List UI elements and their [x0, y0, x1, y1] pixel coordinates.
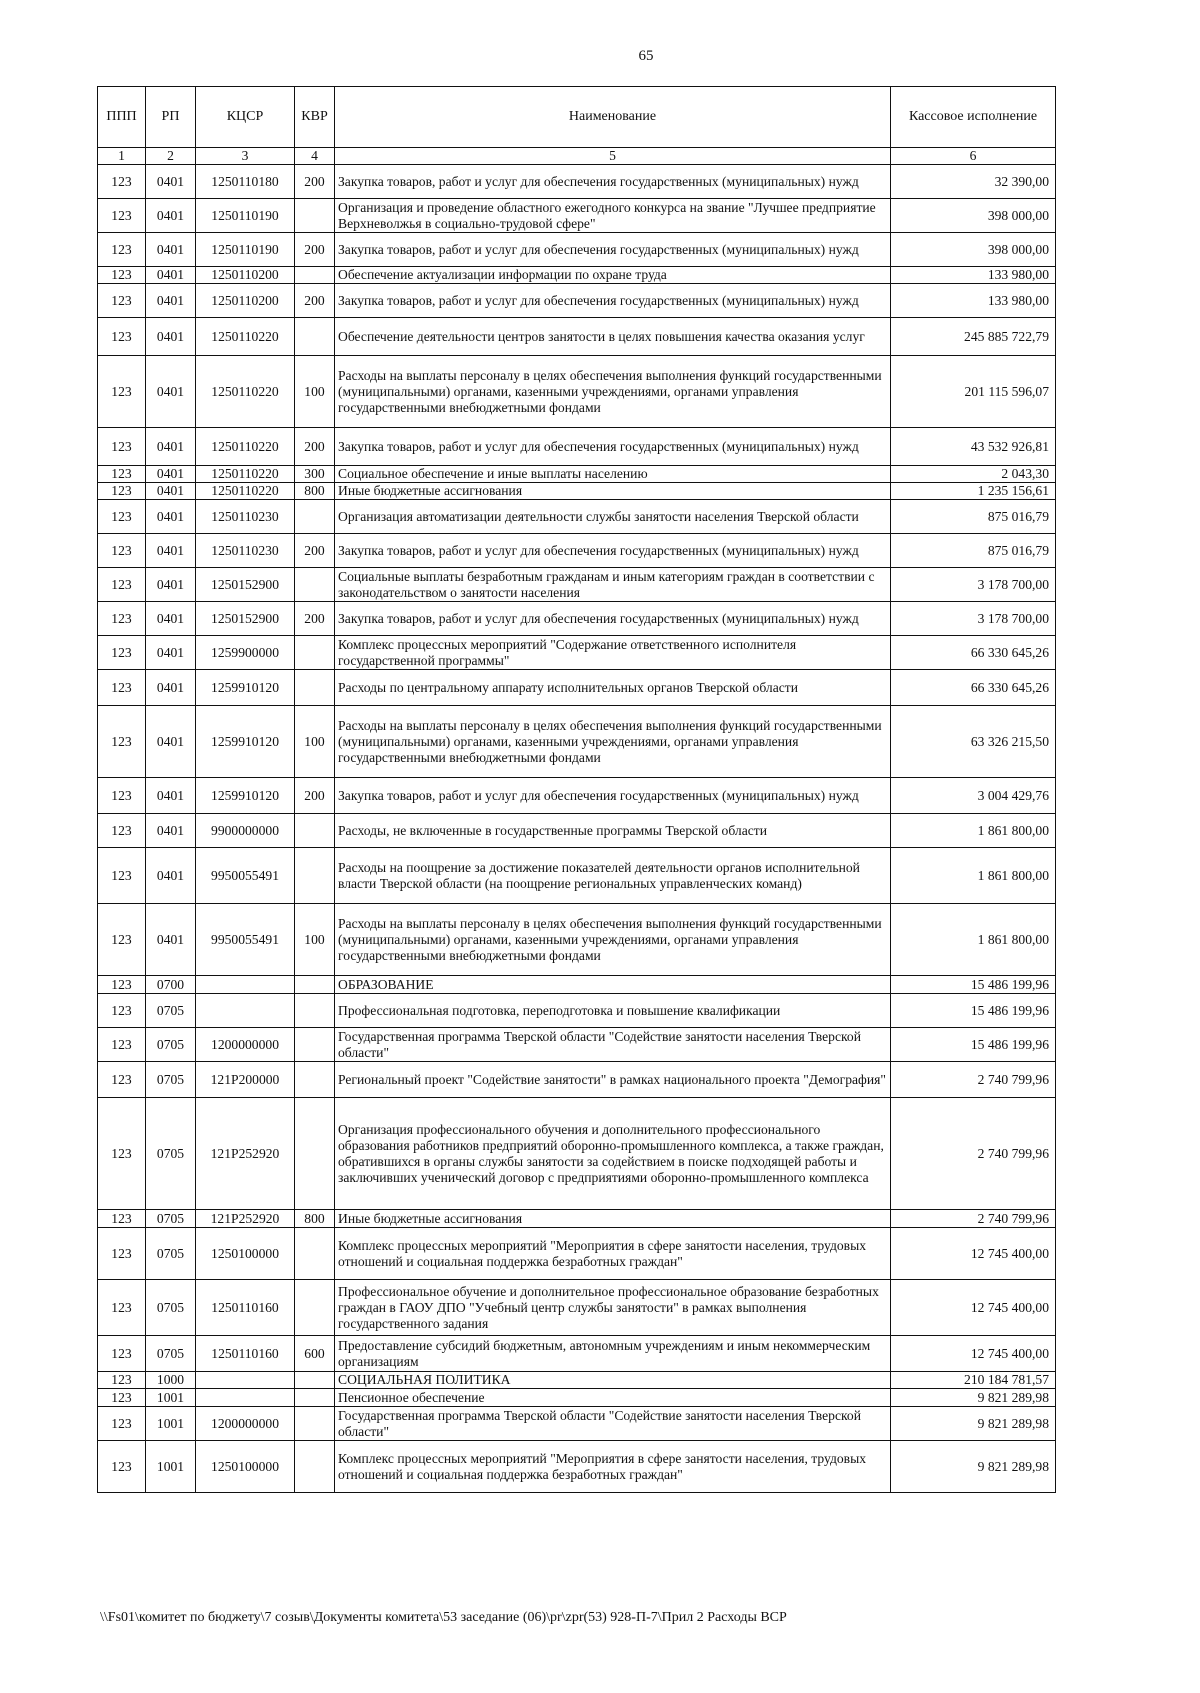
- cell-kcsr: 1250110220: [196, 483, 295, 500]
- cell-ppp: 123: [98, 500, 146, 534]
- cell-name: Расходы на выплаты персоналу в целях обеспечения выполнения функций государственными (муниципальными) органами, казенными учреждениями, органами управления государственными внебюджетными фондами: [335, 706, 891, 778]
- cell-name: Расходы по центральному аппарату исполнительных органов Тверской области: [335, 670, 891, 706]
- table-row: [98, 466, 1056, 483]
- cell-rp: 0705: [146, 1028, 196, 1062]
- cell-rp: 0401: [146, 670, 196, 706]
- cell-kcsr: 1259900000: [196, 636, 295, 670]
- cell-ppp: 123: [98, 356, 146, 428]
- cell-amount: 2 740 799,96: [891, 1062, 1056, 1098]
- cell-rp: 0401: [146, 199, 196, 233]
- cell-amount: 9 821 289,98: [891, 1441, 1056, 1493]
- cell-amount: 1 861 800,00: [891, 904, 1056, 976]
- table-row: [98, 994, 1056, 1028]
- cell-amount: 66 330 645,26: [891, 636, 1056, 670]
- header-rp: РП: [146, 87, 196, 148]
- table-row: [98, 356, 1056, 428]
- cell-amount: 66 330 645,26: [891, 670, 1056, 706]
- cell-amount: 3 178 700,00: [891, 568, 1056, 602]
- cell-rp: 1001: [146, 1441, 196, 1493]
- cell-amount: 201 115 596,07: [891, 356, 1056, 428]
- cell-amount: 2 740 799,96: [891, 1210, 1056, 1228]
- header-ppp: ППП: [98, 87, 146, 148]
- cell-name: Региональный проект "Содействие занятости" в рамках национального проекта "Демография": [335, 1062, 891, 1098]
- cell-ppp: 123: [98, 848, 146, 904]
- cell-kcsr: [196, 1389, 295, 1407]
- cell-rp: 0401: [146, 284, 196, 318]
- cell-kvr: [295, 318, 335, 356]
- header-kcsr: КЦСР: [196, 87, 295, 148]
- cell-kvr: [295, 1228, 335, 1280]
- table-row: [98, 904, 1056, 976]
- cell-amount: 15 486 199,96: [891, 976, 1056, 994]
- column-number: 3: [196, 148, 295, 165]
- cell-amount: 398 000,00: [891, 233, 1056, 267]
- cell-ppp: 123: [98, 1098, 146, 1210]
- cell-kvr: 100: [295, 706, 335, 778]
- cell-kcsr: 1250100000: [196, 1228, 295, 1280]
- cell-ppp: 123: [98, 778, 146, 814]
- cell-kvr: [295, 1280, 335, 1336]
- cell-name: Закупка товаров, работ и услуг для обеспечения государственных (муниципальных) нужд: [335, 165, 891, 199]
- cell-rp: 0401: [146, 356, 196, 428]
- cell-kcsr: 1250110230: [196, 500, 295, 534]
- cell-kcsr: 1250110220: [196, 356, 295, 428]
- cell-name: Комплекс процессных мероприятий "Мероприятия в сфере занятости населения, трудовых отношений и социальная поддержка безработных граждан": [335, 1441, 891, 1493]
- cell-amount: 875 016,79: [891, 500, 1056, 534]
- cell-amount: 1 861 800,00: [891, 814, 1056, 848]
- cell-kvr: [295, 848, 335, 904]
- table-row: [98, 848, 1056, 904]
- cell-kcsr: 1250110200: [196, 267, 295, 284]
- cell-amount: 12 745 400,00: [891, 1280, 1056, 1336]
- file-path-footer: \\Fs01\комитет по бюджету\7 созыв\Документы комитета\53 заседание (06)\pr\zpr(53) 928-П-7\Прил 2 Расходы ВСР: [100, 1610, 787, 1625]
- cell-rp: 0401: [146, 904, 196, 976]
- header-kvr: КВР: [295, 87, 335, 148]
- table-row: [98, 1407, 1056, 1441]
- cell-kvr: [295, 568, 335, 602]
- cell-amount: 15 486 199,96: [891, 1028, 1056, 1062]
- table-row: [98, 500, 1056, 534]
- cell-amount: 133 980,00: [891, 267, 1056, 284]
- cell-kcsr: 1250110200: [196, 284, 295, 318]
- cell-ppp: 123: [98, 165, 146, 199]
- cell-ppp: 123: [98, 534, 146, 568]
- cell-kvr: [295, 814, 335, 848]
- cell-ppp: 123: [98, 1228, 146, 1280]
- cell-rp: 0401: [146, 500, 196, 534]
- cell-ppp: 123: [98, 233, 146, 267]
- cell-kvr: [295, 1062, 335, 1098]
- cell-kcsr: 9950055491: [196, 904, 295, 976]
- cell-amount: 133 980,00: [891, 284, 1056, 318]
- table-row: [98, 706, 1056, 778]
- cell-kvr: [295, 1098, 335, 1210]
- cell-rp: 0401: [146, 848, 196, 904]
- page-number: 65: [638, 48, 654, 64]
- cell-amount: 2 740 799,96: [891, 1098, 1056, 1210]
- cell-amount: 3 178 700,00: [891, 602, 1056, 636]
- cell-ppp: 123: [98, 1210, 146, 1228]
- cell-ppp: 123: [98, 636, 146, 670]
- cell-name: Пенсионное обеспечение: [335, 1389, 891, 1407]
- cell-ppp: 123: [98, 904, 146, 976]
- cell-name: Иные бюджетные ассигнования: [335, 483, 891, 500]
- table-row: [98, 778, 1056, 814]
- cell-rp: 0401: [146, 483, 196, 500]
- cell-rp: 0401: [146, 318, 196, 356]
- table-body: [98, 165, 1056, 1493]
- cell-ppp: 123: [98, 1062, 146, 1098]
- cell-amount: 210 184 781,57: [891, 1372, 1056, 1389]
- cell-ppp: 123: [98, 568, 146, 602]
- cell-kvr: 100: [295, 356, 335, 428]
- cell-amount: 1 861 800,00: [891, 848, 1056, 904]
- cell-ppp: 123: [98, 428, 146, 466]
- cell-name: Организация и проведение областного ежегодного конкурса на звание "Лучшее предприятие Верхневолжья в социально-трудовой сфере": [335, 199, 891, 233]
- cell-kvr: [295, 1372, 335, 1389]
- column-number: 5: [335, 148, 891, 165]
- cell-name: Закупка товаров, работ и услуг для обеспечения государственных (муниципальных) нужд: [335, 778, 891, 814]
- cell-kvr: 800: [295, 1210, 335, 1228]
- cell-name: Расходы на поощрение за достижение показателей деятельности органов исполнительной власти Тверской области (на поощрение региональных управленческих команд): [335, 848, 891, 904]
- cell-kcsr: 1250152900: [196, 568, 295, 602]
- cell-kvr: 200: [295, 233, 335, 267]
- cell-kcsr: 1250110220: [196, 318, 295, 356]
- cell-kcsr: 1250110160: [196, 1280, 295, 1336]
- cell-ppp: 123: [98, 1389, 146, 1407]
- cell-kvr: 300: [295, 466, 335, 483]
- cell-ppp: 123: [98, 483, 146, 500]
- cell-ppp: 123: [98, 1028, 146, 1062]
- cell-name: Предоставление субсидий бюджетным, автономным учреждениям и иным некоммерческим организациям: [335, 1336, 891, 1372]
- cell-kvr: [295, 994, 335, 1028]
- cell-name: Обеспечение актуализации информации по охране труда: [335, 267, 891, 284]
- cell-name: Расходы на выплаты персоналу в целях обеспечения выполнения функций государственными (муниципальными) органами, казенными учреждениями, органами управления государственными внебюджетными фондами: [335, 356, 891, 428]
- cell-kvr: 800: [295, 483, 335, 500]
- cell-ppp: 123: [98, 1336, 146, 1372]
- header-row: [98, 87, 1056, 148]
- column-number: 4: [295, 148, 335, 165]
- table-row: [98, 1062, 1056, 1098]
- cell-ppp: 123: [98, 466, 146, 483]
- cell-kcsr: 1250110220: [196, 428, 295, 466]
- cell-name: Социальные выплаты безработным гражданам и иным категориям граждан в соответствии с законодательством о занятости населения: [335, 568, 891, 602]
- cell-ppp: 123: [98, 602, 146, 636]
- cell-kcsr: 1250110190: [196, 199, 295, 233]
- cell-ppp: 123: [98, 976, 146, 994]
- cell-kvr: [295, 976, 335, 994]
- cell-kcsr: 1250110160: [196, 1336, 295, 1372]
- cell-rp: 0705: [146, 1062, 196, 1098]
- cell-rp: 0401: [146, 165, 196, 199]
- table-row: [98, 1228, 1056, 1280]
- table-row: [98, 1210, 1056, 1228]
- cell-ppp: 123: [98, 814, 146, 848]
- cell-ppp: 123: [98, 318, 146, 356]
- cell-rp: 0705: [146, 1336, 196, 1372]
- cell-kcsr: [196, 1372, 295, 1389]
- cell-rp: 1000: [146, 1372, 196, 1389]
- table-row: [98, 1028, 1056, 1062]
- cell-rp: 0705: [146, 1280, 196, 1336]
- cell-ppp: 123: [98, 267, 146, 284]
- cell-name: Государственная программа Тверской области "Содействие занятости населения Тверской области": [335, 1028, 891, 1062]
- cell-kcsr: [196, 976, 295, 994]
- cell-amount: 9 821 289,98: [891, 1389, 1056, 1407]
- cell-kcsr: 121P200000: [196, 1062, 295, 1098]
- cell-ppp: 123: [98, 1407, 146, 1441]
- cell-amount: 875 016,79: [891, 534, 1056, 568]
- table-row: [98, 483, 1056, 500]
- cell-rp: 1001: [146, 1407, 196, 1441]
- table-row: [98, 976, 1056, 994]
- cell-rp: 0401: [146, 778, 196, 814]
- cell-kvr: 200: [295, 778, 335, 814]
- cell-amount: 398 000,00: [891, 199, 1056, 233]
- cell-name: Закупка товаров, работ и услуг для обеспечения государственных (муниципальных) нужд: [335, 428, 891, 466]
- cell-kvr: [295, 500, 335, 534]
- cell-amount: 63 326 215,50: [891, 706, 1056, 778]
- cell-name: Профессиональное обучение и дополнительное профессиональное образование безработных граждан в ГАОУ ДПО "Учебный центр службы занятости" в рамках выполнения государственного задания: [335, 1280, 891, 1336]
- cell-rp: 0705: [146, 994, 196, 1028]
- cell-rp: 0401: [146, 428, 196, 466]
- cell-kcsr: 1250110230: [196, 534, 295, 568]
- cell-kvr: [295, 267, 335, 284]
- cell-ppp: 123: [98, 199, 146, 233]
- cell-rp: 0401: [146, 466, 196, 483]
- cell-ppp: 123: [98, 1280, 146, 1336]
- cell-kcsr: [196, 994, 295, 1028]
- cell-kvr: 200: [295, 602, 335, 636]
- table-row: [98, 1280, 1056, 1336]
- header-name: Наименование: [335, 87, 891, 148]
- table-row: [98, 814, 1056, 848]
- table-row: [98, 568, 1056, 602]
- cell-kvr: [295, 1407, 335, 1441]
- cell-kvr: [295, 199, 335, 233]
- cell-name: Организация автоматизации деятельности службы занятости населения Тверской области: [335, 500, 891, 534]
- cell-amount: 32 390,00: [891, 165, 1056, 199]
- column-number: 1: [98, 148, 146, 165]
- cell-amount: 15 486 199,96: [891, 994, 1056, 1028]
- cell-kcsr: 121P252920: [196, 1210, 295, 1228]
- cell-kvr: 200: [295, 284, 335, 318]
- cell-name: Государственная программа Тверской области "Содействие занятости населения Тверской области": [335, 1407, 891, 1441]
- cell-kcsr: 1259910120: [196, 778, 295, 814]
- cell-name: СОЦИАЛЬНАЯ ПОЛИТИКА: [335, 1372, 891, 1389]
- cell-kvr: 200: [295, 165, 335, 199]
- table-row: [98, 636, 1056, 670]
- table-row: [98, 199, 1056, 233]
- cell-kcsr: 1250100000: [196, 1441, 295, 1493]
- table-row: [98, 602, 1056, 636]
- cell-amount: 245 885 722,79: [891, 318, 1056, 356]
- cell-ppp: 123: [98, 706, 146, 778]
- cell-kcsr: 1250110220: [196, 466, 295, 483]
- cell-kvr: 200: [295, 534, 335, 568]
- table-row: [98, 165, 1056, 199]
- cell-rp: 0401: [146, 534, 196, 568]
- table-row: [98, 1098, 1056, 1210]
- cell-kcsr: 1200000000: [196, 1407, 295, 1441]
- cell-name: Комплекс процессных мероприятий "Содержание ответственного исполнителя государственной программы": [335, 636, 891, 670]
- cell-rp: 0401: [146, 602, 196, 636]
- cell-kcsr: 1250152900: [196, 602, 295, 636]
- cell-name: Закупка товаров, работ и услуг для обеспечения государственных (муниципальных) нужд: [335, 284, 891, 318]
- cell-amount: 12 745 400,00: [891, 1336, 1056, 1372]
- column-number-row: [98, 148, 1056, 165]
- cell-kvr: 100: [295, 904, 335, 976]
- cell-name: Расходы, не включенные в государственные программы Тверской области: [335, 814, 891, 848]
- cell-amount: 1 235 156,61: [891, 483, 1056, 500]
- cell-rp: 0401: [146, 636, 196, 670]
- cell-ppp: 123: [98, 1372, 146, 1389]
- cell-kcsr: 1250110190: [196, 233, 295, 267]
- cell-amount: 43 532 926,81: [891, 428, 1056, 466]
- cell-kcsr: 9950055491: [196, 848, 295, 904]
- cell-kcsr: 9900000000: [196, 814, 295, 848]
- cell-name: ОБРАЗОВАНИЕ: [335, 976, 891, 994]
- cell-name: Закупка товаров, работ и услуг для обеспечения государственных (муниципальных) нужд: [335, 233, 891, 267]
- cell-name: Закупка товаров, работ и услуг для обеспечения государственных (муниципальных) нужд: [335, 534, 891, 568]
- cell-name: Обеспечение деятельности центров занятости в целях повышения качества оказания услуг: [335, 318, 891, 356]
- cell-rp: 0705: [146, 1098, 196, 1210]
- cell-rp: 0705: [146, 1228, 196, 1280]
- cell-name: Комплекс процессных мероприятий "Мероприятия в сфере занятости населения, трудовых отношений и социальная поддержка безработных граждан": [335, 1228, 891, 1280]
- table-row: [98, 1441, 1056, 1493]
- cell-kvr: 200: [295, 428, 335, 466]
- column-number: 2: [146, 148, 196, 165]
- table-row: [98, 534, 1056, 568]
- cell-amount: 12 745 400,00: [891, 1228, 1056, 1280]
- table-row: [98, 267, 1056, 284]
- table-row: [98, 428, 1056, 466]
- table-row: [98, 1389, 1056, 1407]
- cell-rp: 0401: [146, 267, 196, 284]
- cell-kvr: [295, 1028, 335, 1062]
- expenditure-table: [97, 86, 1056, 1493]
- column-number: 6: [891, 148, 1056, 165]
- cell-ppp: 123: [98, 284, 146, 318]
- cell-rp: 0401: [146, 814, 196, 848]
- table-row: [98, 233, 1056, 267]
- cell-name: Иные бюджетные ассигнования: [335, 1210, 891, 1228]
- cell-kvr: [295, 1441, 335, 1493]
- cell-name: Социальное обеспечение и иные выплаты населению: [335, 466, 891, 483]
- cell-kvr: [295, 1389, 335, 1407]
- cell-kcsr: 1259910120: [196, 706, 295, 778]
- cell-kcsr: 121P252920: [196, 1098, 295, 1210]
- cell-rp: 0705: [146, 1210, 196, 1228]
- cell-rp: 0401: [146, 233, 196, 267]
- cell-name: Расходы на выплаты персоналу в целях обеспечения выполнения функций государственными (муниципальными) органами, казенными учреждениями, органами управления государственными внебюджетными фондами: [335, 904, 891, 976]
- table-row: [98, 670, 1056, 706]
- header-amount: Кассовое исполнение: [891, 87, 1056, 148]
- cell-ppp: 123: [98, 1441, 146, 1493]
- cell-amount: 2 043,30: [891, 466, 1056, 483]
- cell-ppp: 123: [98, 670, 146, 706]
- cell-kcsr: 1200000000: [196, 1028, 295, 1062]
- cell-kvr: [295, 636, 335, 670]
- cell-name: Организация профессионального обучения и дополнительного профессионального образования работников предприятий оборонно-промышленного комплекса, а также граждан, обратившихся в органы службы занятости за содействием в поиске подходящей работы и заключивших ученический договор с предприятиями оборонно-промышленного комплекса: [335, 1098, 891, 1210]
- cell-kvr: 600: [295, 1336, 335, 1372]
- cell-kcsr: 1250110180: [196, 165, 295, 199]
- table-row: [98, 1336, 1056, 1372]
- cell-ppp: 123: [98, 994, 146, 1028]
- cell-name: Профессиональная подготовка, переподготовка и повышение квалификации: [335, 994, 891, 1028]
- cell-kcsr: 1259910120: [196, 670, 295, 706]
- cell-rp: 0401: [146, 706, 196, 778]
- cell-rp: 0401: [146, 568, 196, 602]
- cell-rp: 1001: [146, 1389, 196, 1407]
- table-row: [98, 284, 1056, 318]
- cell-amount: 9 821 289,98: [891, 1407, 1056, 1441]
- table-row: [98, 318, 1056, 356]
- cell-amount: 3 004 429,76: [891, 778, 1056, 814]
- cell-rp: 0700: [146, 976, 196, 994]
- cell-kvr: [295, 670, 335, 706]
- table-row: [98, 1372, 1056, 1389]
- cell-name: Закупка товаров, работ и услуг для обеспечения государственных (муниципальных) нужд: [335, 602, 891, 636]
